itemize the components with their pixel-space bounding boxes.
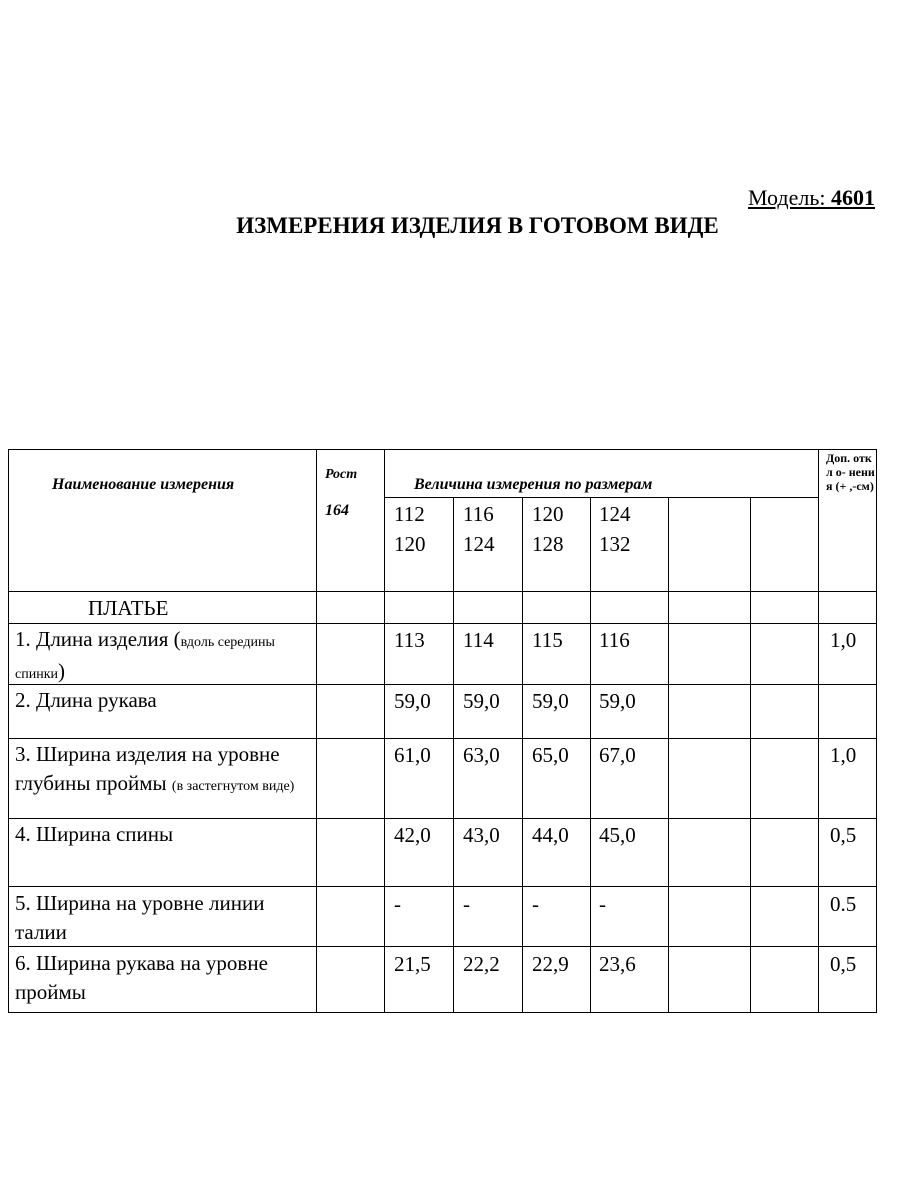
cell-value: 22,9 [532,952,569,976]
cell-value: - [599,892,606,916]
tolerance-value: 0,5 [830,823,857,847]
cell-value: 61,0 [394,743,431,767]
cell-value: 21,5 [394,952,431,976]
cell-value: - [463,892,470,916]
grid-line [590,497,591,1013]
cell-value: 59,0 [394,689,431,713]
tolerance-value: 0,5 [830,952,857,976]
cell-value: 114 [463,628,494,652]
cell-value: 23,6 [599,952,636,976]
cell-value: 63,0 [463,743,500,767]
row-label: 6. Ширина рукава на уровне проймы [15,951,268,1004]
column-header-sizes: Величина измерения по размерам [414,476,653,493]
cell-value: - [394,892,401,916]
cell-value: 44,0 [532,823,569,847]
cell-value: - [532,892,539,916]
row-label: 2. Длина рукава [15,688,157,712]
cell-value: 42,0 [394,823,431,847]
grid-line [8,449,9,1013]
grid-line [8,886,877,887]
grid-line [8,1012,877,1013]
grid-line [8,818,877,819]
model-number: 4601 [831,185,875,210]
cell-value: 43,0 [463,823,500,847]
tolerance-value: 0.5 [830,892,857,916]
cell-value: 113 [394,628,425,652]
column-header-name: Наименование измерения [52,476,235,493]
grid-line [522,497,523,1013]
size-header: 124 132 [599,502,631,556]
cell-value: 22,2 [463,952,500,976]
row-label: 4. Ширина спины [15,822,174,846]
column-header-tolerance: Доп. откл о- нени я (+ ,-см) [826,451,875,493]
measurements-table [8,449,877,1013]
cell-value: 45,0 [599,823,636,847]
grid-line [453,497,454,1013]
grid-line [750,497,751,1013]
tolerance-value: 1,0 [830,743,857,767]
grid-line [8,591,877,592]
row-label: 5. Ширина на уровне линии талии [15,891,265,944]
cell-value: 59,0 [532,689,569,713]
grid-line [384,497,818,498]
height-value: 164 [325,502,349,519]
grid-line [384,449,385,1013]
size-header: 120 128 [532,502,564,556]
cell-value: 59,0 [599,689,636,713]
cell-value: 65,0 [532,743,569,767]
row-label: 1. Длина изделия (вдоль середины спинки) [15,627,275,683]
cell-value: 59,0 [463,689,500,713]
grid-line [668,497,669,1013]
cell-value: 67,0 [599,743,636,767]
size-header: 112 120 [394,502,426,556]
grid-line [316,449,317,1013]
cell-value: 116 [599,628,630,652]
grid-line [8,449,877,450]
page-title: ИЗМЕРЕНИЯ ИЗДЕЛИЯ В ГОТОВОМ ВИДЕ [236,213,719,238]
grid-line [8,623,877,624]
model-label: Модель: [748,185,826,210]
section-label: ПЛАТЬЕ [88,596,169,620]
model-line [748,185,875,211]
size-header: 116 124 [463,502,495,556]
column-header-height: Рост [325,467,358,482]
grid-line [876,449,877,1013]
row-label: 3. Ширина изделия на уровне глубины проймы (в застегнутом виде) [15,742,295,795]
cell-value: 115 [532,628,563,652]
grid-line [818,449,819,1013]
grid-line [8,738,877,739]
tolerance-value: 1,0 [830,628,857,652]
